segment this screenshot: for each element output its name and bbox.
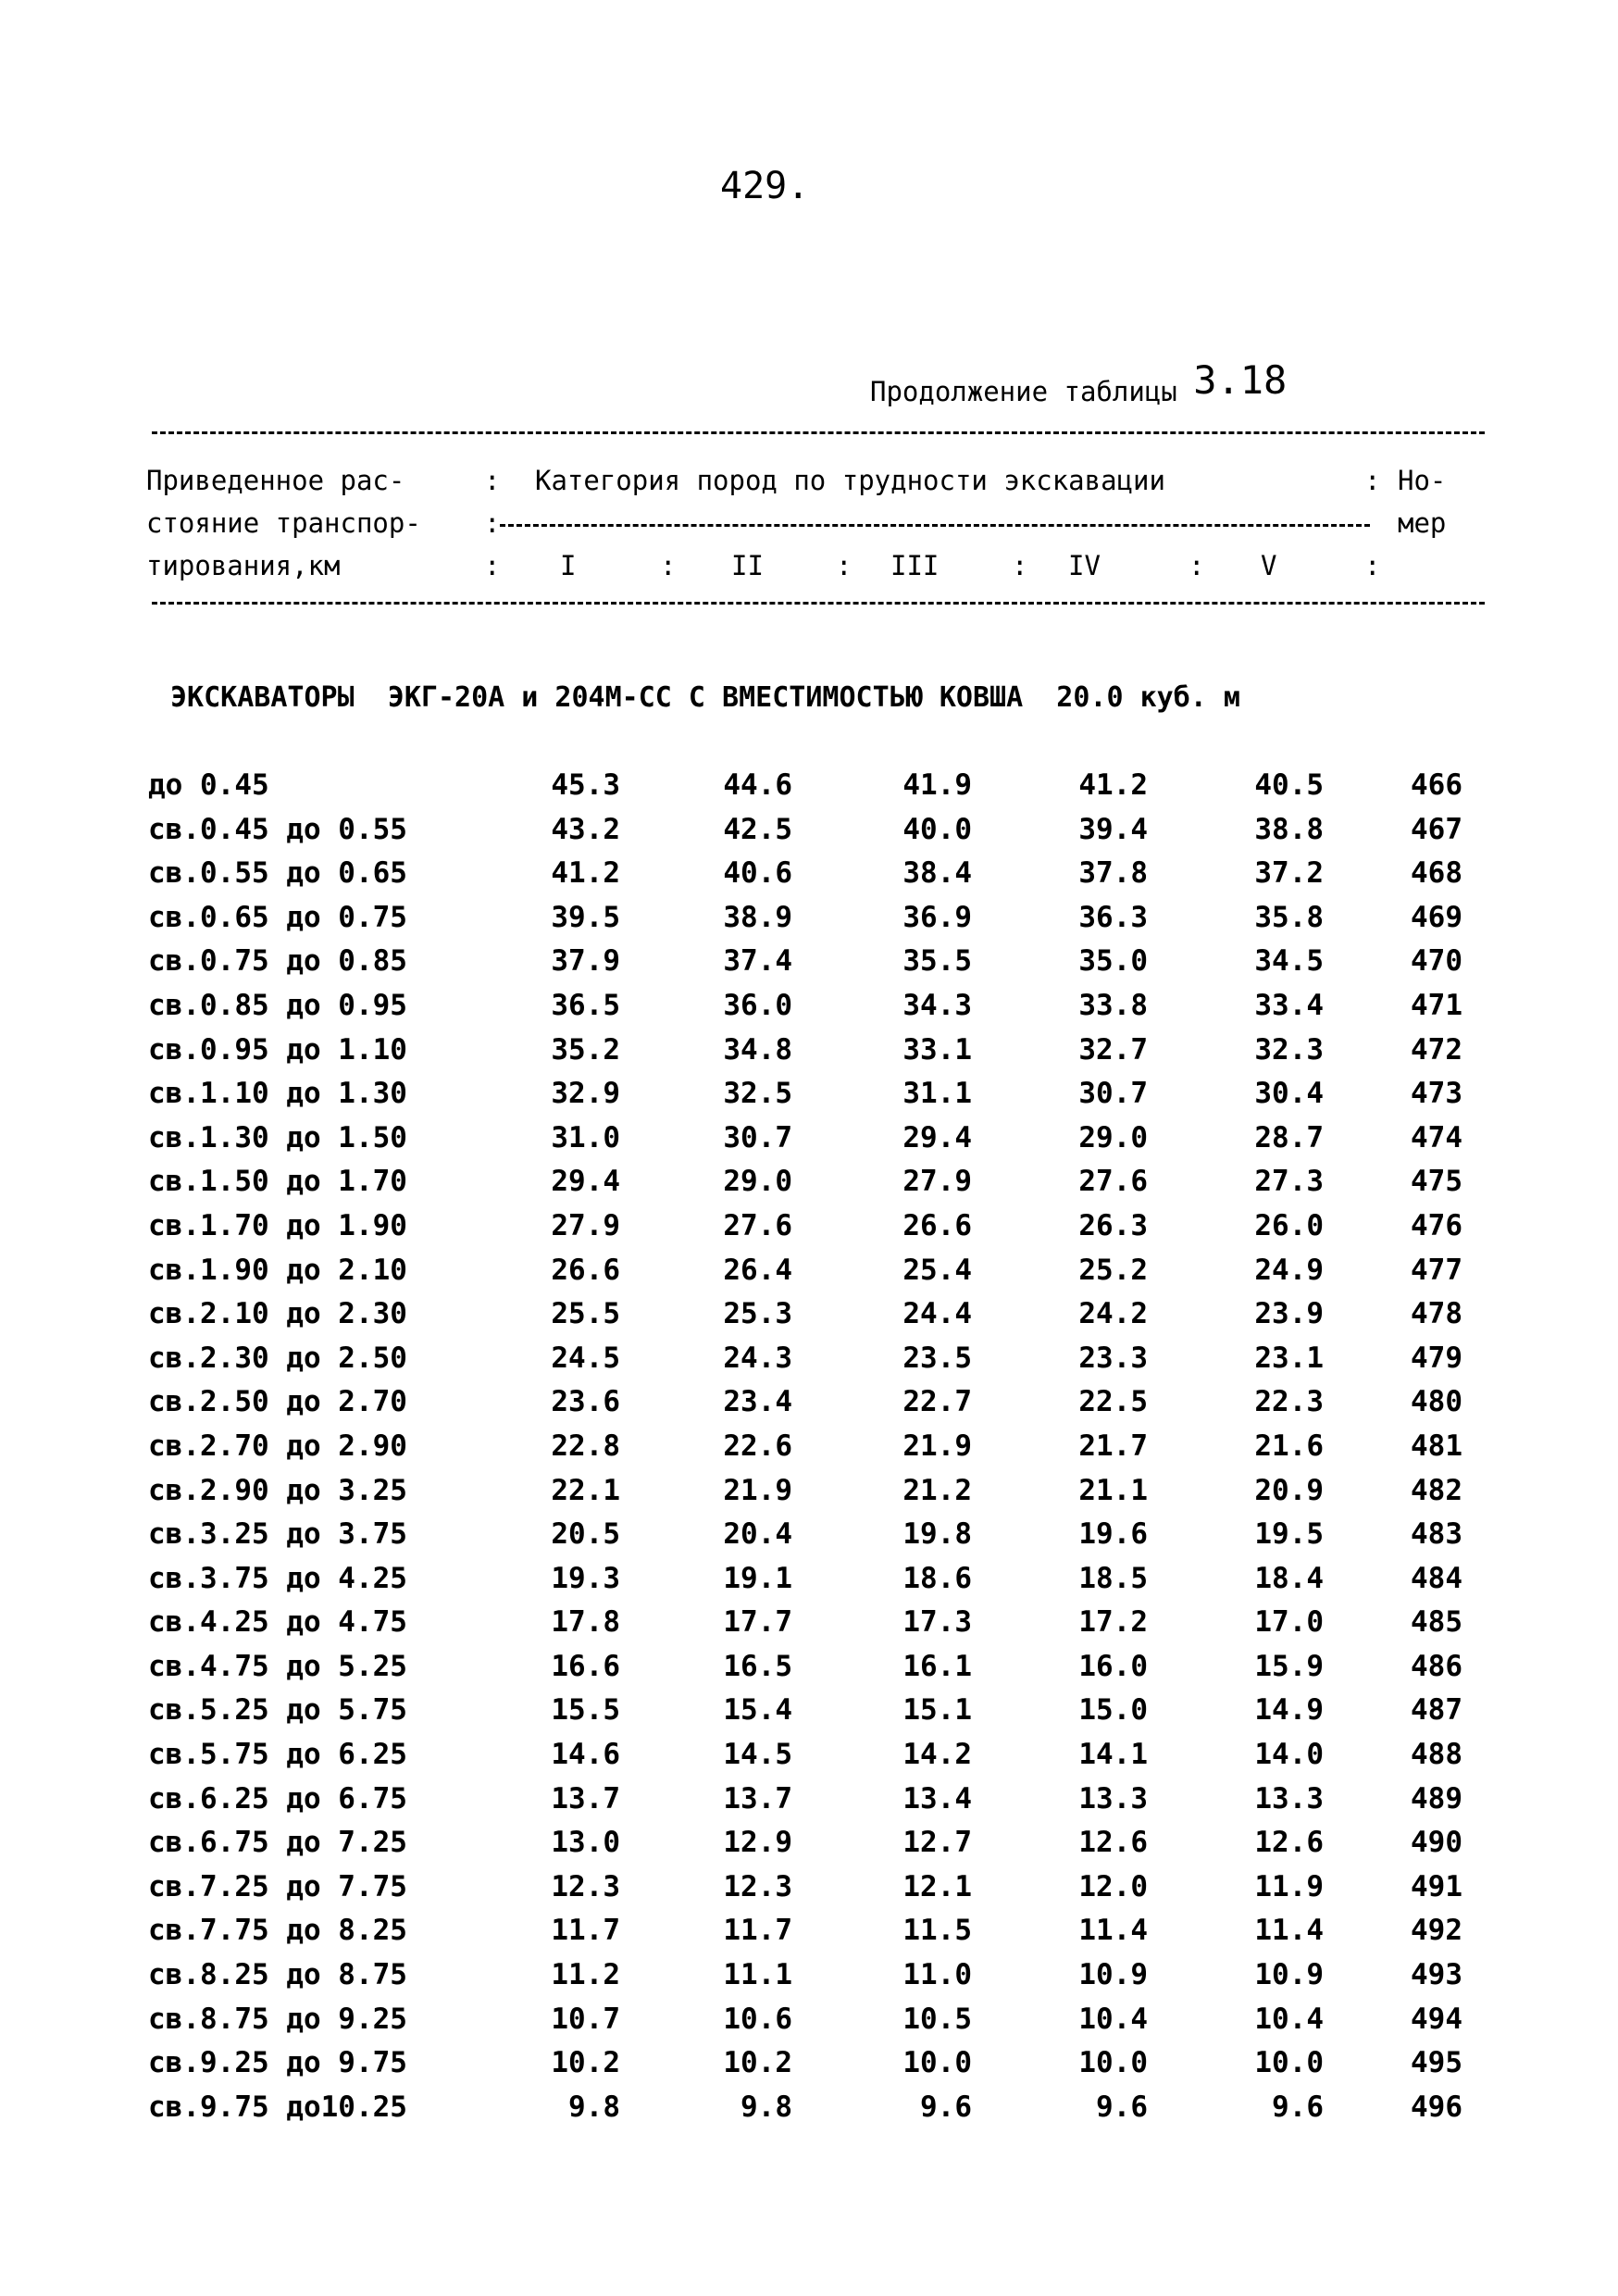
category-5-value: 19.5: [1254, 1517, 1324, 1552]
category-1-value: 20.5: [551, 1517, 620, 1552]
distance-range: св.0.95 до 1.10: [148, 1032, 407, 1067]
header-category-2: II: [731, 550, 764, 581]
distance-range: св.2.70 до 2.90: [148, 1429, 407, 1463]
table-row: [0, 1341, 1618, 1386]
category-5-value: 24.9: [1254, 1253, 1324, 1287]
category-2-value: 40.6: [723, 856, 792, 891]
category-3-value: 21.2: [902, 1473, 972, 1507]
category-5-value: 18.4: [1254, 1561, 1324, 1595]
category-2-value: 17.7: [723, 1605, 792, 1640]
table-row: [0, 1782, 1618, 1827]
category-1-value: 27.9: [551, 1208, 620, 1242]
distance-range: св.4.75 до 5.25: [148, 1649, 407, 1683]
category-5-value: 9.6: [1272, 2090, 1324, 2124]
category-5-value: 23.9: [1254, 1297, 1324, 1331]
table-row: [0, 1033, 1618, 1078]
category-5-value: 28.7: [1254, 1120, 1324, 1154]
table-row: [0, 1121, 1618, 1166]
category-4-value: 18.5: [1078, 1561, 1148, 1595]
category-4-value: 22.5: [1078, 1385, 1148, 1419]
category-3-value: 34.3: [902, 988, 972, 1022]
distance-range: св.2.50 до 2.70: [148, 1385, 407, 1419]
category-5-value: 17.0: [1254, 1605, 1324, 1640]
category-1-value: 41.2: [551, 856, 620, 891]
table-row: [0, 856, 1618, 901]
category-2-value: 21.9: [723, 1473, 792, 1507]
table-row: [0, 768, 1618, 813]
category-4-value: 39.4: [1078, 812, 1148, 846]
table-row: [0, 1562, 1618, 1606]
category-5-value: 35.8: [1254, 900, 1324, 934]
caption-text: Продолжение таблицы: [870, 376, 1177, 407]
header-category-5: V: [1261, 550, 1277, 581]
norm-number: 487: [1411, 1693, 1462, 1728]
category-2-value: 36.0: [723, 988, 792, 1022]
norm-number: 472: [1411, 1032, 1462, 1067]
category-2-value: 13.7: [723, 1781, 792, 1816]
category-4-value: 10.0: [1078, 2046, 1148, 2080]
category-1-value: 12.3: [551, 1869, 620, 1903]
category-3-value: 10.0: [902, 2046, 972, 2080]
table-row: [0, 1297, 1618, 1341]
category-5-value: 21.6: [1254, 1429, 1324, 1463]
norm-number: 477: [1411, 1253, 1462, 1287]
header-category-4: IV: [1068, 550, 1101, 581]
header-top-rule: [152, 431, 1485, 434]
category-1-value: 16.6: [551, 1649, 620, 1683]
category-3-value: 36.9: [902, 900, 972, 934]
category-2-value: 24.3: [723, 1341, 792, 1375]
header-bottom-rule: [152, 602, 1485, 605]
category-3-value: 16.1: [902, 1649, 972, 1683]
category-5-value: 10.9: [1254, 1958, 1324, 1992]
category-3-value: 33.1: [902, 1032, 972, 1067]
distance-range: св.2.30 до 2.50: [148, 1341, 407, 1375]
distance-range: св.1.30 до 1.50: [148, 1120, 407, 1154]
category-4-value: 24.2: [1078, 1297, 1148, 1331]
table-row: [0, 2003, 1618, 2047]
header-category-1: I: [560, 550, 577, 581]
category-5-value: 37.2: [1254, 856, 1324, 891]
category-4-value: 13.3: [1078, 1781, 1148, 1816]
norm-number: 474: [1411, 1120, 1462, 1154]
col-separator: :: [484, 507, 501, 539]
header-number-line1: Но-: [1398, 465, 1447, 496]
norm-number: 469: [1411, 900, 1462, 934]
category-5-value: 12.6: [1254, 1826, 1324, 1860]
col-separator: :: [484, 465, 501, 496]
category-1-value: 11.7: [551, 1914, 620, 1948]
category-3-value: 25.4: [902, 1253, 972, 1287]
category-4-value: 10.4: [1078, 2002, 1148, 2036]
category-1-value: 23.6: [551, 1385, 620, 1419]
category-4-value: 17.2: [1078, 1605, 1148, 1640]
category-5-value: 20.9: [1254, 1473, 1324, 1507]
table-row: [0, 1254, 1618, 1298]
category-1-value: 22.8: [551, 1429, 620, 1463]
header-number-line2: мер: [1398, 507, 1447, 539]
distance-range: св.3.25 до 3.75: [148, 1517, 407, 1552]
col-separator: :: [836, 550, 853, 581]
category-3-value: 41.9: [902, 768, 972, 802]
norm-number: 484: [1411, 1561, 1462, 1595]
category-2-value: 38.9: [723, 900, 792, 934]
category-1-value: 26.6: [551, 1253, 620, 1287]
category-5-value: 10.4: [1254, 2002, 1324, 2036]
category-2-value: 12.9: [723, 1826, 792, 1860]
category-3-value: 11.0: [902, 1958, 972, 1992]
norm-number: 491: [1411, 1869, 1462, 1903]
category-1-value: 10.2: [551, 2046, 620, 2080]
category-2-value: 11.7: [723, 1914, 792, 1948]
table-row: [0, 1693, 1618, 1738]
category-5-value: 27.3: [1254, 1165, 1324, 1199]
table-row: [0, 1958, 1618, 2003]
category-2-value: 25.3: [723, 1297, 792, 1331]
category-4-value: 9.6: [1096, 2090, 1148, 2124]
norm-number: 471: [1411, 988, 1462, 1022]
category-4-value: 23.3: [1078, 1341, 1148, 1375]
category-4-value: 27.6: [1078, 1165, 1148, 1199]
table-row: [0, 1826, 1618, 1870]
norm-number: 486: [1411, 1649, 1462, 1683]
category-5-value: 10.0: [1254, 2046, 1324, 2080]
distance-range: св.4.25 до 4.75: [148, 1605, 407, 1640]
category-5-value: 30.4: [1254, 1077, 1324, 1111]
category-2-value: 16.5: [723, 1649, 792, 1683]
category-3-value: 11.5: [902, 1914, 972, 1948]
category-3-value: 18.6: [902, 1561, 972, 1595]
distance-range: св.6.75 до 7.25: [148, 1826, 407, 1860]
table-row: [0, 1738, 1618, 1782]
distance-range: св.7.75 до 8.25: [148, 1914, 407, 1948]
category-4-value: 30.7: [1078, 1077, 1148, 1111]
category-5-value: 32.3: [1254, 1032, 1324, 1067]
category-1-value: 36.5: [551, 988, 620, 1022]
norm-number: 485: [1411, 1605, 1462, 1640]
table-row: [0, 813, 1618, 857]
category-2-value: 26.4: [723, 1253, 792, 1287]
col-separator: :: [1364, 465, 1381, 496]
norm-number: 495: [1411, 2046, 1462, 2080]
category-1-value: 13.7: [551, 1781, 620, 1816]
table-row: [0, 1165, 1618, 1209]
category-4-value: 15.0: [1078, 1693, 1148, 1728]
header-distance-line2: стояние транспор-: [146, 507, 421, 539]
category-5-value: 34.5: [1254, 944, 1324, 979]
distance-range: св.5.25 до 5.75: [148, 1693, 407, 1728]
distance-range: св.1.70 до 1.90: [148, 1208, 407, 1242]
category-2-value: 10.6: [723, 2002, 792, 2036]
table-row: [0, 1605, 1618, 1650]
col-separator: :: [1012, 550, 1028, 581]
norm-number: 488: [1411, 1738, 1462, 1772]
category-1-value: 35.2: [551, 1032, 620, 1067]
table-row: [0, 1209, 1618, 1254]
norm-number: 466: [1411, 768, 1462, 802]
norm-number: 476: [1411, 1208, 1462, 1242]
table-row: [0, 1474, 1618, 1518]
category-1-value: 17.8: [551, 1605, 620, 1640]
category-5-value: 14.0: [1254, 1738, 1324, 1772]
norm-number: 494: [1411, 2002, 1462, 2036]
norm-number: 492: [1411, 1914, 1462, 1948]
category-2-value: 22.6: [723, 1429, 792, 1463]
category-3-value: 14.2: [902, 1738, 972, 1772]
norm-number: 490: [1411, 1826, 1462, 1860]
col-separator: :: [660, 550, 677, 581]
norm-number: 480: [1411, 1385, 1462, 1419]
category-3-value: 26.6: [902, 1208, 972, 1242]
category-2-value: 15.4: [723, 1693, 792, 1728]
category-4-value: 26.3: [1078, 1208, 1148, 1242]
category-2-value: 37.4: [723, 944, 792, 979]
norm-number: 479: [1411, 1341, 1462, 1375]
category-4-value: 29.0: [1078, 1120, 1148, 1154]
category-2-value: 9.8: [741, 2090, 792, 2124]
category-1-value: 39.5: [551, 900, 620, 934]
category-2-value: 19.1: [723, 1561, 792, 1595]
distance-range: св.0.85 до 0.95: [148, 988, 407, 1022]
category-3-value: 12.7: [902, 1826, 972, 1860]
norm-number: 482: [1411, 1473, 1462, 1507]
category-5-value: 11.4: [1254, 1914, 1324, 1948]
header-category-3: III: [890, 550, 940, 581]
table-row: [0, 2046, 1618, 2090]
category-4-value: 33.8: [1078, 988, 1148, 1022]
category-4-value: 10.9: [1078, 1958, 1148, 1992]
norm-number: 468: [1411, 856, 1462, 891]
norm-number: 493: [1411, 1958, 1462, 1992]
category-1-value: 14.6: [551, 1738, 620, 1772]
category-3-value: 24.4: [902, 1297, 972, 1331]
category-3-value: 15.1: [902, 1693, 972, 1728]
header-category-group: Категория пород по трудности экскавации: [535, 465, 1165, 496]
category-2-value: 44.6: [723, 768, 792, 802]
norm-number: 475: [1411, 1165, 1462, 1199]
norm-number: 478: [1411, 1297, 1462, 1331]
category-3-value: 40.0: [902, 812, 972, 846]
category-2-value: 11.1: [723, 1958, 792, 1992]
category-1-value: 19.3: [551, 1561, 620, 1595]
category-4-value: 37.8: [1078, 856, 1148, 891]
category-2-value: 29.0: [723, 1165, 792, 1199]
category-4-value: 21.1: [1078, 1473, 1148, 1507]
table-row: [0, 1517, 1618, 1562]
category-3-value: 35.5: [902, 944, 972, 979]
category-4-value: 21.7: [1078, 1429, 1148, 1463]
distance-range: св.0.75 до 0.85: [148, 944, 407, 979]
category-4-value: 32.7: [1078, 1032, 1148, 1067]
table-row: [0, 901, 1618, 945]
category-1-value: 43.2: [551, 812, 620, 846]
category-2-value: 42.5: [723, 812, 792, 846]
category-5-value: 13.3: [1254, 1781, 1324, 1816]
category-2-value: 32.5: [723, 1077, 792, 1111]
category-1-value: 10.7: [551, 2002, 620, 2036]
category-1-value: 25.5: [551, 1297, 620, 1331]
category-3-value: 23.5: [902, 1341, 972, 1375]
category-5-value: 11.9: [1254, 1869, 1324, 1903]
distance-range: св.8.75 до 9.25: [148, 2002, 407, 2036]
distance-range: св.1.10 до 1.30: [148, 1077, 407, 1111]
norm-number: 467: [1411, 812, 1462, 846]
category-4-value: 35.0: [1078, 944, 1148, 979]
category-2-value: 23.4: [723, 1385, 792, 1419]
table-row: [0, 1914, 1618, 1958]
category-3-value: 17.3: [902, 1605, 972, 1640]
table-row: [0, 944, 1618, 989]
distance-range: св.1.90 до 2.10: [148, 1253, 407, 1287]
distance-range: св.2.10 до 2.30: [148, 1297, 407, 1331]
category-4-value: 25.2: [1078, 1253, 1148, 1287]
distance-range: св.0.65 до 0.75: [148, 900, 407, 934]
norm-number: 473: [1411, 1077, 1462, 1111]
header-distance-line1: Приведенное рас-: [146, 465, 405, 496]
distance-range: св.3.75 до 4.25: [148, 1561, 407, 1595]
category-1-value: 29.4: [551, 1165, 620, 1199]
category-1-value: 45.3: [551, 768, 620, 802]
norm-number: 489: [1411, 1781, 1462, 1816]
category-4-value: 36.3: [1078, 900, 1148, 934]
table-row: [0, 1385, 1618, 1429]
category-5-value: 23.1: [1254, 1341, 1324, 1375]
table-row: [0, 1650, 1618, 1694]
table-number: 3.18: [1193, 357, 1288, 403]
category-5-value: 40.5: [1254, 768, 1324, 802]
col-separator: :: [1189, 550, 1205, 581]
category-4-value: 12.6: [1078, 1826, 1148, 1860]
category-5-value: 33.4: [1254, 988, 1324, 1022]
category-5-value: 15.9: [1254, 1649, 1324, 1683]
distance-range: св.8.25 до 8.75: [148, 1958, 407, 1992]
category-4-value: 12.0: [1078, 1869, 1148, 1903]
data-table-body: [0, 768, 1618, 2134]
table-row: [0, 1429, 1618, 1474]
category-3-value: 13.4: [902, 1781, 972, 1816]
category-3-value: 19.8: [902, 1517, 972, 1552]
distance-range: св.0.55 до 0.65: [148, 856, 407, 891]
page-number: 429.: [720, 165, 810, 207]
category-1-value: 13.0: [551, 1826, 620, 1860]
category-1-value: 24.5: [551, 1341, 620, 1375]
category-4-value: 16.0: [1078, 1649, 1148, 1683]
table-row: [0, 989, 1618, 1033]
distance-range: св.0.45 до 0.55: [148, 812, 407, 846]
category-4-value: 19.6: [1078, 1517, 1148, 1552]
table-row: [0, 1077, 1618, 1121]
distance-range: св.2.90 до 3.25: [148, 1473, 407, 1507]
category-2-value: 10.2: [723, 2046, 792, 2080]
distance-range: св.9.75 до10.25: [148, 2090, 407, 2124]
category-5-value: 26.0: [1254, 1208, 1324, 1242]
table-caption: [870, 357, 1288, 410]
category-1-value: 31.0: [551, 1120, 620, 1154]
distance-range: св.6.25 до 6.75: [148, 1781, 407, 1816]
category-3-value: 21.9: [902, 1429, 972, 1463]
header-mid-rule: [500, 524, 1370, 527]
category-3-value: 38.4: [902, 856, 972, 891]
category-3-value: 31.1: [902, 1077, 972, 1111]
category-4-value: 11.4: [1078, 1914, 1148, 1948]
norm-number: 481: [1411, 1429, 1462, 1463]
col-separator: :: [1364, 550, 1381, 581]
category-5-value: 22.3: [1254, 1385, 1324, 1419]
category-5-value: 38.8: [1254, 812, 1324, 846]
category-4-value: 41.2: [1078, 768, 1148, 802]
distance-range: св.9.25 до 9.75: [148, 2046, 407, 2080]
category-2-value: 34.8: [723, 1032, 792, 1067]
norm-number: 496: [1411, 2090, 1462, 2124]
header-distance-line3: тирования,км: [146, 550, 341, 581]
table-row: [0, 1870, 1618, 1915]
section-title: ЭКСКАВАТОРЫ ЭКГ-20А и 204М-СС С ВМЕСТИМОСТЬЮ КОВША 20.0 куб. м: [170, 681, 1240, 714]
norm-number: 483: [1411, 1517, 1462, 1552]
category-2-value: 12.3: [723, 1869, 792, 1903]
category-3-value: 27.9: [902, 1165, 972, 1199]
category-1-value: 32.9: [551, 1077, 620, 1111]
category-1-value: 11.2: [551, 1958, 620, 1992]
category-2-value: 27.6: [723, 1208, 792, 1242]
category-5-value: 14.9: [1254, 1693, 1324, 1728]
category-4-value: 14.1: [1078, 1738, 1148, 1772]
category-1-value: 22.1: [551, 1473, 620, 1507]
category-3-value: 22.7: [902, 1385, 972, 1419]
col-separator: :: [484, 550, 501, 581]
category-1-value: 15.5: [551, 1693, 620, 1728]
category-2-value: 14.5: [723, 1738, 792, 1772]
category-3-value: 12.1: [902, 1869, 972, 1903]
distance-range: св.7.25 до 7.75: [148, 1869, 407, 1903]
category-1-value: 9.8: [568, 2090, 620, 2124]
distance-range: св.5.75 до 6.25: [148, 1738, 407, 1772]
table-row: [0, 2090, 1618, 2135]
category-1-value: 37.9: [551, 944, 620, 979]
distance-range: до 0.45: [148, 768, 269, 802]
category-2-value: 30.7: [723, 1120, 792, 1154]
distance-range: св.1.50 до 1.70: [148, 1165, 407, 1199]
category-3-value: 29.4: [902, 1120, 972, 1154]
norm-number: 470: [1411, 944, 1462, 979]
category-3-value: 9.6: [920, 2090, 972, 2124]
category-3-value: 10.5: [902, 2002, 972, 2036]
category-2-value: 20.4: [723, 1517, 792, 1552]
